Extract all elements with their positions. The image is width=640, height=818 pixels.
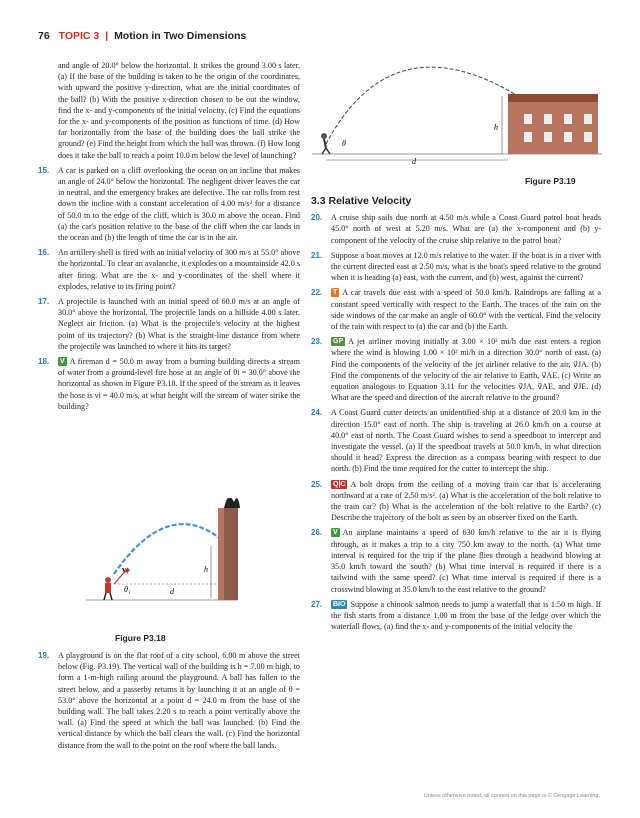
video-tag: V: [333, 529, 338, 537]
problem-24: [311, 407, 601, 474]
fireman-icon: [104, 577, 112, 600]
problem-text: Suppose a boat moves at 12.0 m/s relative to the water. If the boat is in a river with the current directed east at 2.50 m/s, what is the boat's speed relative to the ground when it is heading (a) east, with the current, and (b) west, against the current?: [331, 250, 601, 283]
guided-problem-tag: GP: [333, 338, 344, 346]
problem-text: A projectile is launched with an initial speed of 60.0 m/s at an angle of 30.0° above the horizontal. The projectile lands on a hillside 4.00 s later. Neglect air friction. (a) What is the projectile's velocity at the highest point of its trajectory? (b) What is the straight-line distance from where the projectile was launched to where it hits its target?: [58, 297, 300, 351]
video-tag: V: [60, 358, 65, 366]
problem-number: 18.: [38, 357, 50, 367]
problem-text: A fireman d = 50.0 m away from a burning building directs a stream of water from a ground-level fire hose at an angle of θi = 30.0° above the horizontal as shown in Figure P3.18. If the speed of the stream as it leaves the hose is vi = 40.0 m/s, at what height will the stream of water strike the building?: [58, 357, 300, 411]
problem-number: 23.: [311, 337, 323, 347]
passerby-icon: [321, 133, 330, 154]
chapter-title: Motion in Two Dimensions: [114, 30, 247, 42]
left-column-bottom: [38, 650, 300, 755]
problem-20: [311, 212, 601, 246]
copyright-footer: Unless otherwise noted, all content on this page is © Cengage Learning.: [423, 793, 600, 799]
problem-25: [311, 479, 601, 524]
label-theta: θ: [124, 585, 128, 594]
page-number: 76: [38, 30, 50, 42]
problem-text: A cruise ship sails due north at 4.50 m/s while a Coast Guard patrol boat heads 45.0° north of west at 5.20 m/s. What are (a) the x-component and (b) y-component of the velocity of the cruise ship relative to the patrol boat?: [331, 213, 601, 245]
section-title: 3.3 Relative Velocity: [311, 195, 412, 207]
tutorial-tag: T: [333, 289, 338, 297]
left-column: [38, 60, 300, 416]
label-theta-sub: i: [129, 591, 131, 596]
problem-text: A bolt drops from the ceiling of a moving train car that is accelerating northward at a rate of 2.50 m/s². (a) What is the acceleration of the bolt relative to the train car? (b) What is the acceleration of the bolt relative to the Earth? (c) Describe the trajectory of the bolt as seen by an observer fixed on the Earth.: [331, 479, 601, 523]
problem-14-continued: and angle of 20.0° below the horizontal. It strikes the ground 3.00 s later. (a) If the base of the building is taken to be the origin of the coordinates, with upward the positive y-direction, what are the initial coordinates of the ball? (b) With the positive x-direction chosen to be out the window, find the x- and y-components of the initial velocity. (c) Find the equations for the x- and y-components of the position as functions of time. (d) How far horizontally from the base of the building does the ball strike the ground? (e) Find the height from which the ball was thrown. (f) How long does it take the ball to reach a point 10.0 m below the level of launching?: [58, 61, 300, 160]
problem-19: [38, 650, 300, 751]
problem-21: [311, 250, 601, 284]
topic-label: TOPIC 3: [58, 30, 100, 42]
problem-number: 16.: [38, 248, 50, 258]
problem-text: A jet airliner moving initially at 3.00 × 10² mi/h due east enters a region where the wind is blowing 1.00 × 10² mi/h in a direction 30.0° north of east. (a) Find the components of the velocity of the jet airliner relative to the air, v⃗JA. (b) Find the components of the velocity of the air relative to Earth, v⃗AE. (c) Write an equation analogous to Equation 3.11 for the velocities v⃗JA, v⃗AE, and v⃗JE. (d) What are the speed and direction of the aircraft relative to the ground?: [331, 337, 601, 403]
label-v-sub: i: [127, 571, 129, 576]
label-v: v: [122, 565, 126, 574]
problem-text: A car is parked on a cliff overlooking the ocean on an incline that makes an angle of 24.0° below the horizontal. The negligent driver leaves the car in neutral, and the emergency brakes are defective. The car rolls from rest down the incline with a constant acceleration of 4.00 m/s² for a distance of 50.0 m to the edge of the cliff, which is 30.0 m above the ocean. Find (a) the car's position relative to the base of the cliff when the car lands in the ocean and (b) the length of time the car is in the air.: [58, 165, 300, 243]
figure-p3-18-caption: Figure P3.18: [115, 633, 166, 643]
problem-number: 17.: [38, 297, 50, 307]
figure-p3-19: [312, 50, 602, 168]
problem-15: [38, 165, 300, 243]
problem-23: [311, 336, 601, 403]
problem-text: A Coast Guard cutter detects an unidentified ship at a distance of 20.0 km in the direction 15.0° east of north. The ship is traveling at 26.0 km/h on a course at 40.0° east of north. The Coast Guard wishes to send a speedboat to intercept and investigate the vessel. (a) If the speedboat travels at 50.0 km/h, in what direction should it head? Express the direction as a compass bearing with respect to due north. (b) Find the time required for the cutter to intercept the ship.: [331, 408, 601, 474]
problem-text: A playground is on the flat roof of a city school, 6.00 m above the street below (Fig. P3.19). The vertical wall of the building is h = 7.00 m high, to form a 1-m-high railing around the playground. A ball has fallen to the street below, and a passerby returns it by launching it at an angle of θ = 53.0° above the horizontal at a point d = 24.0 m from the base of the building wall. The ball takes 2.20 s to reach a point vertically above the wall. (a) Find the speed at which the ball was launched. (b) Find the vertical distance by which the ball clears the wall. (c) Find the horizontal distance from the wall to the point on the roof where the ball lands.: [58, 651, 300, 750]
school-building: [508, 94, 598, 154]
problem-number: 15.: [38, 165, 50, 175]
problem-number: 21.: [311, 250, 323, 260]
label-h: h: [494, 123, 498, 132]
figure-p3-19-caption: Figure P3.19: [525, 176, 576, 186]
biology-tag: BIO: [333, 600, 346, 608]
problem-number: 24.: [311, 408, 323, 418]
problem-text: An artillery shell is fired with an initial velocity of 300 m/s at 55.0° above the horizontal. To clear an avalanche, it explodes on a mountainside 42.0 s after firing. What are the x- and y-coordinates of the shell where it explodes, relative to its firing point?: [58, 248, 300, 291]
problem-number: 19.: [38, 651, 50, 660]
quantitative-conceptual-tag: Q|C: [333, 480, 346, 488]
problem-26: [311, 527, 601, 594]
page-header: [38, 30, 246, 42]
right-column: [311, 196, 601, 636]
building: [218, 498, 240, 600]
problem-text: Suppose a chinook salmon needs to jump a waterfall that is 1.50 m high. If the fish starts from a distance 1.00 m from the base of the ledge over which the waterfall flows, (a) find the x- and y-components of the initial velocity the: [331, 599, 601, 632]
problem-16: [38, 247, 300, 292]
label-d: d: [170, 587, 174, 596]
problem-27: [311, 599, 601, 633]
problem-17: [38, 296, 300, 352]
problem-number: 25.: [311, 479, 323, 489]
label-h: h: [204, 565, 208, 574]
label-theta: θ: [342, 139, 346, 148]
label-d: d: [412, 157, 416, 166]
problem-number: 27.: [311, 599, 323, 609]
figure-p3-18: [78, 498, 248, 610]
header-separator: |: [105, 30, 109, 42]
ball-trajectory: [326, 67, 518, 144]
problem-text: A car travels due east with a speed of 50.0 km/h. Raindrops are falling at a constant speed vertically with respect to the Earth. The traces of the rain on the side windows of the car make an angle of 60.0° with the vertical. Find the velocity of the rain with respect to (a) the car and (b) the Earth.: [331, 288, 601, 332]
problem-number: 26.: [311, 528, 323, 538]
problem-22: [311, 287, 601, 332]
problem-number: 20.: [311, 213, 323, 223]
problem-text: An airplane maintains a speed of 630 km/h relative to the air it is flying through, as it makes a trip to a city 750 km away to the north. (a) What time interval is required for the trip if the plane flies through a headwind blowing at 35.0 km/h toward the south? (b) What time interval is required if there is a tailwind with the same speed? (c) What time interval is required if there is a crosswind blowing at 35.0 km/h to the east relative to the ground?: [331, 528, 601, 594]
problem-18: [38, 356, 300, 412]
problem-number: 22.: [311, 288, 323, 298]
